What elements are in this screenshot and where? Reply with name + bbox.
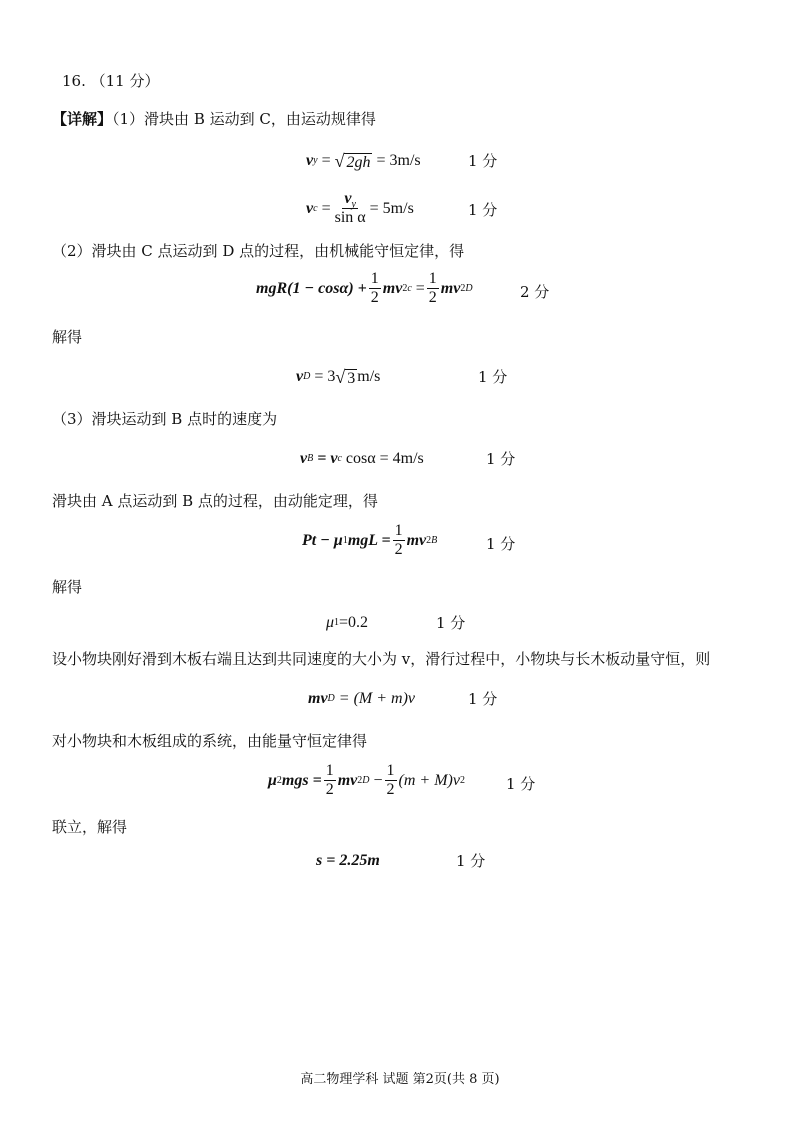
page-footer: 高二物理学科 试题 第2页(共 8 页) — [300, 1072, 500, 1087]
part1-intro-line — [52, 108, 376, 130]
equation-work-energy: Pt − μ 1 mgL = $\frac{1}{2}$ mv 2 B — [302, 522, 438, 558]
part2-intro: （2）滑块由 C 点运动到 D 点的过程，由机械能守恒定律，得 — [52, 242, 465, 260]
part3-solve: 解得 — [52, 578, 83, 596]
fraction: $\frac{v_y}{\text{sin α}}$ — [334, 190, 366, 226]
problem-number: 16. — [62, 72, 86, 90]
detail-label: 【详解】 — [52, 110, 113, 128]
part3-text2: 滑块由 A 点运动到 B 点的过程，由动能定理，得 — [52, 492, 378, 510]
part1-intro: （1）滑块由 B 运动到 C，由运动规律得 — [112, 110, 376, 128]
equation-vd: v D = 3 √ 3 m/s — [296, 367, 381, 387]
problem-header — [62, 70, 160, 92]
part3-text4: 对小物块和木板组成的系统，由能量守恒定律得 — [52, 732, 368, 750]
part3-intro: （3）滑块运动到 B 点时的速度为 — [52, 410, 278, 428]
sqrt-symbol: √ 2gh — [334, 151, 371, 171]
problem-points: （11 分） — [90, 72, 160, 90]
score-7: 1 分 — [436, 614, 466, 632]
equation-s: s = 2.25m — [316, 852, 380, 869]
score-1: 1 分 — [468, 152, 498, 170]
equation-vy: v y = √ 2gh = 3m/s — [306, 151, 421, 171]
part3-text3: 设小物块刚好滑到木板右端且达到共同速度的大小为 v，滑行过程中，小物块与长木板动量守恒，则 — [52, 650, 711, 668]
score-6: 1 分 — [486, 535, 516, 553]
part3-combine: 联立，解得 — [52, 818, 128, 836]
score-3: 2 分 — [520, 283, 550, 301]
equation-vc: v c = $\frac{v_y}{\text{sin α}}$ = 5m/s — [306, 190, 414, 226]
equation-mu1: μ 1 =0.2 — [326, 614, 369, 631]
score-8: 1 分 — [468, 690, 498, 708]
equation-energy: mgR(1 − cosα) + $\frac{1}{2}$ mv 2 c = $\frac{1}{2}$ mv 2 D — [256, 270, 473, 306]
equation-momentum: mv D = (M + m)v — [308, 690, 416, 707]
equation-energy-system: μ 2 mgs = $\frac{1}{2}$ mv 2 D − $\frac{1}{2}$ (m + M)v 2 — [268, 762, 465, 798]
score-10: 1 分 — [456, 852, 486, 870]
equation-vb: v B = v c cosα = 4m/s — [300, 450, 424, 467]
score-2: 1 分 — [468, 201, 498, 219]
part2-solve: 解得 — [52, 328, 83, 346]
score-5: 1 分 — [486, 450, 516, 468]
score-4: 1 分 — [478, 368, 508, 386]
score-9: 1 分 — [506, 775, 536, 793]
